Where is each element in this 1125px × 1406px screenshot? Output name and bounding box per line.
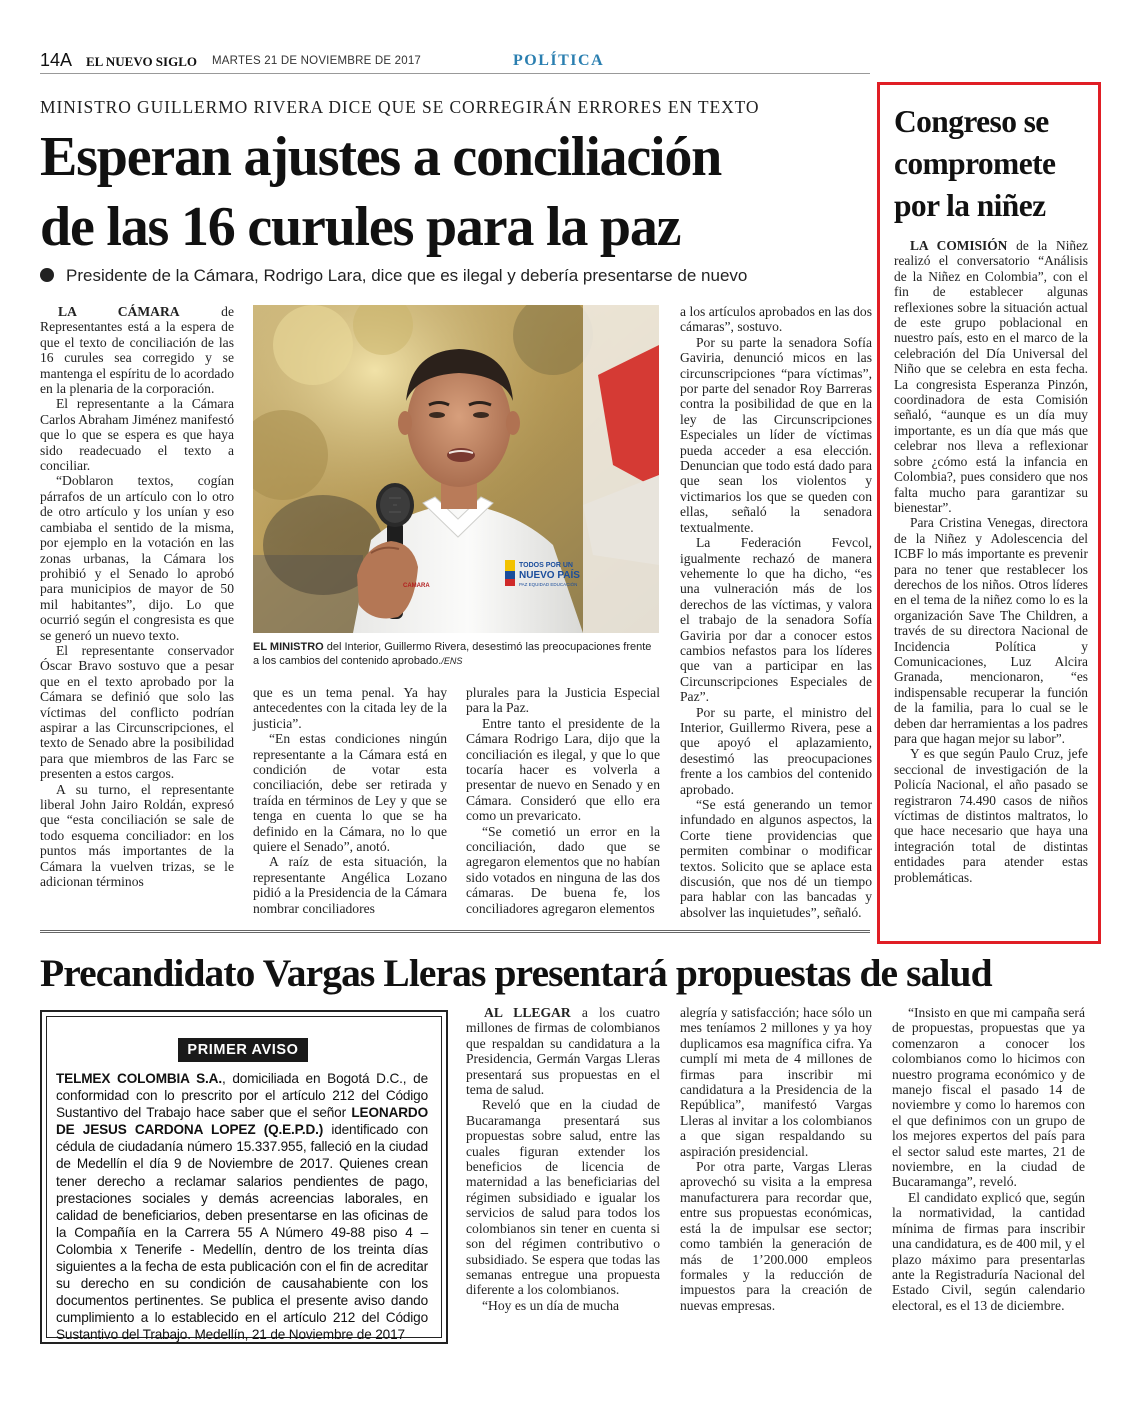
- notice-text: TELMEX COLOMBIA S.A., domiciliada en Bogotá D.C., de conformidad con lo prescrito por el artículo 212 del Código Sustantivo del Trabajo hace saber que el señor LEONARDO DE JESUS CARDONA LOPEZ (Q.E.P.D.) identificado con cédula de ciudadanía número 15.337.955, falleció en la ciudad de Medellín el día 9 de Noviembre de 2017. Quienes crean tener derecho a reclamar salarios pendientes de pago, prestaciones sociales y demás acreencias laborales, en calidad de beneficiarios, deben presentarse en las oficinas de la Compañía en la Carrera 55 A Número 49-88 piso 4 – Colombia x Tenerife - Medellín, dentro de los treinta días siguientes a la fecha de esta publicación con el fin de acreditar su derecho en su condición de causahabiente con los documentos pertinentes. Se publica el presente aviso dando cumplimiento a lo establecido en el artículo 212 del Código Sustantivo del Trabajo. Medellín, 21 de Noviembre de 2017: [56, 1071, 428, 1343]
- paragraph: El candidato explicó que, según la normatividad, la cantidad mínima de firmas para inscribir una candidatura, es de 400 mil, y el plazo máximo para presentarlas ante la Registraduría Nacional del Estado Civil, según calendario electoral, es el 13 de diciembre.: [892, 1189, 1085, 1313]
- second-column-3: [892, 1005, 1085, 1313]
- paragraph: a los artículos aprobados en las dos cámaras”, sostuvo.: [680, 304, 872, 335]
- paragraph: Y es que según Paulo Cruz, jefe seccional de investigación de la Policía Nacional, el año pasado se registraron 74.490 casos de niños víctimas de distintos maltratos, lo que hace necesario que haya una integración total de distintas entidades para atender estas problemáticas.: [894, 746, 1088, 885]
- photo-credit: /ENS: [441, 656, 463, 666]
- lead-in: LA CÁMARA: [58, 304, 180, 319]
- lead-in: AL LLEGAR: [484, 1005, 571, 1020]
- paragraph: Por su parte la senadora Sofía Gaviria, denunció micos en las circunscripciones “para víctimas”, por parte del senador Roy Barreras contra la posibilidad de que en la ley de las Circunscripciones Especiales un líder de víctimas pueda acceder a esa elección. Denuncian que todo está dado para que sean los violentos y victimarios los que se queden con ellas, señaló la senadora textualmente.: [680, 334, 872, 535]
- photo-caption: [253, 640, 659, 668]
- paragraph: “Hoy es un día de mucha: [482, 1297, 620, 1313]
- minister-speaking-image: [253, 305, 659, 633]
- section-name: POLÍTICA: [513, 52, 605, 69]
- caption-lead: EL MINISTRO: [253, 641, 324, 653]
- caption-text: del Interior, Guillermo Rivera, desestimó las preocupaciones frente a los cambios del contenido aprobado.: [253, 641, 652, 667]
- bullet-icon: [40, 268, 54, 282]
- paragraph: El representante conservador Óscar Bravo sostuvo que a pesar que en el texto aprobado por la Cámara se definió que solo las víctimas del conflicto podrían aspirar a las Circunscripciones, el texto de Senado abre la posibilidad para que miembros de las Farc se presenten a estos cargos.: [40, 642, 234, 782]
- minister-photo: [253, 305, 659, 633]
- paragraph: Para Cristina Venegas, directora de la Niñez y Adolescencia del ICBF lo más importante es prevenir para no tener que restablecer los derechos de los niños. Otros líderes en el tema de la niñez como lo es la organización Save The Children, a través de su directora Nacional de Incidencia Política y Comunicaciones, Luz Alcira Granada, mencionaron, “es indispensable recuperar la función de la familia, para lo cual se le deben dar herramientas a los padres para que hagan mejor su labor”.: [894, 515, 1088, 746]
- paragraph: Por otra parte, Vargas Lleras aprovechó su visita a la empresa manufacturera para recordar que, entre sus propuestas económicas, está la de impulsar ese sector; como también la generación de más de 1’200.000 empleos formales y la reducción de impuestos para la creación de nuevas empresas.: [680, 1159, 872, 1313]
- second-column-2: [680, 1005, 872, 1313]
- page-folio: [40, 50, 1090, 72]
- paragraph: LA COMISIÓN de la Niñez realizó el conversatorio “Análisis de la Niñez en Colombia”, con el fin de establecer algunas reflexiones sobre la situación actual de este grupo poblacional en nuestro país, esto en el marco de la celebración del Día Universal del Niño que se celebra en esta fecha. La congresista Esperanza Pinzón, coordinadora de esta Comisión señaló, “aunque es un día muy importante, es un día que más que celebrar nos lleva a reflexionar sobre ¿cómo está la infancia en Colombia?, pues considero que nos falta mucho para garantizar su bienestar”.: [894, 238, 1088, 515]
- notice-company: TELMEX COLOMBIA S.A.: [56, 1071, 222, 1086]
- second-headline: Precandidato Vargas Lleras presentará propuestas de salud: [40, 951, 992, 995]
- paragraph: El representante a la Cámara Carlos Abraham Jiménez manifestó que lo que se espera es que haya sido readecuado el texto a conciliar.: [40, 396, 234, 474]
- sidebar-body: [894, 238, 1088, 885]
- issue-date: MARTES 21 DE NOVIEMBRE DE 2017: [212, 55, 422, 67]
- main-kicker: MINISTRO GUILLERMO RIVERA DICE QUE SE CORREGIRÁN ERRORES EN TEXTO: [40, 97, 760, 117]
- sidebar-headline: [894, 101, 1094, 227]
- main-column-1: [40, 304, 234, 889]
- paragraph: “Insisto en que mi campaña será de propuestas, propuestas que ya comenzaron a conocer los colombianos como lo hicimos con nuestro programa económico y de manejo fiscal el pasado 14 de noviembre y como lo haremos con el que definimos con un grupo de los mejores expertos del país para el sector salud este martes, 21 de noviembre, en la ciudad de Bucaramanga”, reveló.: [892, 1005, 1085, 1190]
- sidebar-headline-line-1: Congreso se: [894, 104, 1049, 139]
- main-column-3: [466, 685, 660, 916]
- paragraph: La Federación Fevcol, igualmente rechazó de manera vehemente lo que ha dicho, “es una vulneración más de los derechos de las víctimas, y valora el trabajo de la senadora Sofía Gaviria por dar a conocer estos cambios nefastos para los líderes que van a participar en las Circunscripciones Especiales de Paz”.: [680, 535, 872, 705]
- main-column-4: [680, 304, 872, 920]
- lead-in: LA COMISIÓN: [910, 238, 1008, 253]
- sidebar-headline-line-3: por la niñez: [894, 188, 1046, 223]
- second-column-1: [466, 1005, 660, 1313]
- paragraph: LA CÁMARA de Representantes está a la espera de que el texto de conciliación de las 16 curules sea corregido y se mantenga el espíritu de lo acordado en la plenaria de la corporación.: [40, 304, 234, 397]
- paragraph: A su turno, el representante liberal John Jairo Roldán, expresó que “esta conciliación se sale de todo esquema conciliador: en los puntos más importantes de la Cámara la vuelven trizas, se le adicionan términos: [40, 781, 234, 890]
- paragraph: “Se está generando un temor infundado en algunos aspectos, la Corte tiene providencias que permiten combinar o modificar textos. Solicito que se aplace esta discusión, que nos dé un tiempo para hablar con las bancadas y absolver las inquietudes”, señaló.: [680, 797, 872, 920]
- paragraph: Por su parte, el ministro del Interior, Guillermo Rivera, pese a que apoyó el aplazamiento, desestimó las preocupaciones frente a los cambios del contenido aprobado.: [680, 704, 872, 797]
- paragraph: “Se cometió un error en la conciliación, dado que se agregaron elementos que no habían sido votados en ninguna de las dos cámaras. De buena fe, los conciliadores agregaron elementos: [466, 823, 660, 916]
- paragraph: AL LLEGAR a los cuatro millones de firmas de colombianos que respaldan su candidatura a la Presidencia, Germán Vargas Lleras presentará sus propuestas en el tema de salud.: [466, 1005, 660, 1098]
- main-deck: [40, 266, 870, 286]
- paragraph: que es un tema penal. Ya hay antecedentes con la citada ley de la justicia”.: [253, 685, 447, 731]
- paragraph: “En estas condiciones ningún representante a la Cámara está en condición de votar esta conciliación, debe ser retirada y traída en términos de Ley y que se tenga en cuenta lo que se ha definido en la Cámara, no lo que quiere el Senado”, anotó.: [253, 731, 447, 855]
- shirt-logo-line-2: NUEVO PAÍS: [519, 570, 580, 581]
- main-column-2: [253, 685, 447, 916]
- main-headline-line-2: de las 16 curules para la paz: [40, 196, 681, 258]
- main-deck-text: Presidente de la Cámara, Rodrigo Lara, dice que es ilegal y debería presentarse de nuevo: [66, 266, 748, 285]
- main-headline-line-1: Esperan ajustes a conciliación: [40, 126, 722, 188]
- sidebar-box: [877, 82, 1101, 944]
- paragraph: Reveló que en la ciudad de Bucaramanga presentará sus propuestas sobre salud, entre las cuales figuran extender los beneficios de licencia de maternidad a las beneficiarias del régimen subsidiado e igualar los servicios de salud para todos los colombianos sin tener en cuenta si son del régimen contributivo o subsidiado. Se espera que todas las semanas entregue una propuesta diferente a los colombianos.: [466, 1097, 660, 1298]
- paragraph: “Doblaron textos, cogían párrafos de un artículo con lo otro de otro artículo y los unían y eso cambiaba el sentido de la misma, por ejemplo en la votación en las zonas urbanas, la Cámara los prohibió y el Senado lo aprobó para municipios de mayor de 50 mil habitantes”, dijo. Lo que ocurrió según el congresista es que se generó un nuevo texto.: [40, 473, 234, 643]
- section-divider: [40, 930, 870, 933]
- newspaper-name: EL NUEVO SIGLO: [86, 54, 197, 69]
- folio-divider: [40, 73, 870, 74]
- shirt-brand: CAMARA: [403, 583, 430, 589]
- paragraph: A raíz de esta situación, la representante Angélica Lozano pidió a la Presidencia de la Cámara nombrar conciliadores: [253, 854, 447, 916]
- legal-notice-box: [40, 1010, 448, 1344]
- notice-person: LEONARDO DE JESUS CARDONA LOPEZ (Q.E.P.D.): [56, 1105, 428, 1138]
- main-headline: [40, 122, 870, 262]
- page-number: 14A: [40, 50, 73, 70]
- notice-badge: PRIMER AVISO: [178, 1038, 308, 1062]
- paragraph: alegría y satisfacción; hace sólo un mes teníamos 2 millones y ya hoy duplicamos esa magnífica cifra. Ya cumplí mi meta de 4 millones de firmas para inscribir mi candidatura a la Presidencia de la República”, manifestó Vargas Lleras al invitar a los colombianos a que sigan respaldando su aspiración presidencial.: [680, 1005, 872, 1159]
- shirt-logo-line-3: PAZ EQUIDAD EDUCACIÓN: [519, 582, 578, 587]
- sidebar-headline-line-2: compromete: [894, 146, 1056, 181]
- shirt-logo-line-1: TODOS POR UN: [519, 562, 573, 569]
- paragraph: Entre tanto el presidente de la Cámara Rodrigo Lara, dijo que la conciliación es ilegal, y que lo que tocaría hacer es volverla a presentar de nuevo en Senado y en Cámara. Consideró que ello era como un prevaricato.: [466, 715, 660, 824]
- paragraph: plurales para la Justicia Especial para la Paz.: [466, 685, 660, 716]
